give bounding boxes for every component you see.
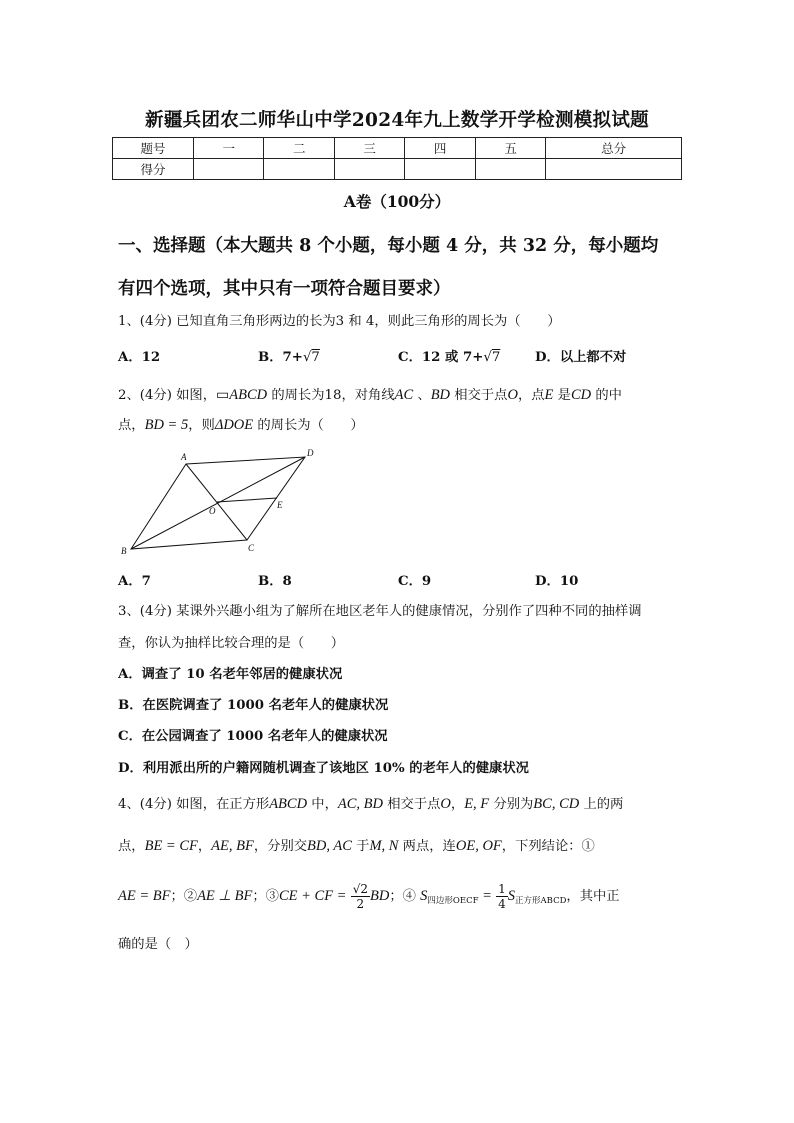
q2-option-a: A．7 [118, 574, 151, 589]
q2-math: BD = 5 [144, 417, 189, 433]
q4-text: 于 [351, 839, 370, 854]
q2-text: 点， [118, 418, 145, 433]
score-table-cell: 题号 [113, 138, 194, 159]
score-table-cell: 三 [334, 138, 404, 159]
q1-stem: 1、(4分) 已知直角三角形两边的长为3 和 4，则此三角形的周长为（ ） [118, 314, 561, 329]
q4-math: BC, CD [533, 796, 580, 812]
q4-math: E, F [464, 796, 490, 812]
q2-text: 的周长为（ ） [253, 418, 364, 433]
q4-text: 中， [307, 797, 338, 812]
q2-text: 、 [413, 388, 431, 403]
q4-math: OE, OF [455, 838, 502, 854]
q3-stem-line2: 查，你认为抽样比较合理的是（ ） [118, 636, 345, 651]
label-o: O [209, 506, 216, 516]
score-table-cell: 总分 [546, 138, 682, 159]
q4-text: 相交于点 [383, 797, 441, 812]
q2-text: 是 [553, 388, 571, 403]
q4-math: AC, BD [337, 796, 383, 812]
q4-stem-line1 [118, 789, 683, 820]
q4-text: 两点，连 [398, 839, 456, 854]
score-table-cell: 二 [264, 138, 334, 159]
q3-option-b: B．在医院调查了 1000 名老年人的健康状况 [118, 698, 389, 713]
label-a: A [181, 452, 187, 462]
score-blank-cell [475, 159, 545, 180]
q2-option-c: C．9 [398, 574, 432, 589]
q3-option-d: D．利用派出所的户籍网随机调查了该地区 10% 的老年人的健康状况 [118, 761, 529, 776]
q4-math: O [440, 796, 451, 812]
q4-math: AE = BF [118, 888, 171, 904]
q4-math: CE + CF = [278, 888, 347, 904]
q4-math: = [478, 888, 492, 904]
q4-text: ， [197, 839, 212, 854]
q4-text: ，其中正 [566, 889, 620, 904]
q4-stem-line2 [118, 831, 683, 862]
q4-text: 4、(4分) 如图，在正方形 [118, 797, 270, 812]
q2-text: 2、(4分) 如图， [118, 388, 217, 403]
section-a-heading: A卷（100分） [343, 192, 451, 211]
q2-option-d: D．10 [535, 574, 579, 589]
score-table-cell: 五 [475, 138, 545, 159]
parallelogram-figure [116, 446, 326, 560]
q4-stem-line4: 确的是（ ） [118, 937, 198, 952]
q2-math: AC [394, 387, 414, 403]
q1-option-d: D．以上都不对 [535, 350, 627, 365]
q4-math: BE = CF [144, 838, 198, 854]
q2-math: CD [570, 387, 592, 403]
q4-text: ，下列结论：① [501, 839, 595, 854]
q2-math: ΔDOE [214, 417, 254, 433]
q1-option-c-radicand: 7 [491, 350, 501, 365]
score-table-score-row [113, 159, 682, 180]
q4-text: ；③ [252, 889, 279, 904]
q1-option-b-radicand: 7 [311, 350, 320, 365]
q4-text: 分别为 [489, 797, 534, 812]
q1-option-c: C．12 或 7+√7 [398, 350, 501, 365]
q4-math: BD [370, 888, 390, 904]
q4-text: 上的两 [579, 797, 624, 812]
score-blank-cell [264, 159, 334, 180]
exam-title: 新疆兵团农二师华山中学2024年九上数学开学检测模拟试题 [145, 110, 649, 131]
q2-math: BD [430, 387, 451, 403]
score-blank-cell [405, 159, 475, 180]
score-table-cell: 一 [194, 138, 264, 159]
score-table-cell: 四 [405, 138, 475, 159]
q2-text: ，点 [517, 388, 545, 403]
q3-stem-line1: 3、(4分) 某课外兴趣小组为了解所在地区老年人的健康情况，分别作了四种不同的抽样调 [118, 604, 642, 619]
label-d: D [307, 448, 314, 458]
q2-stem-line2 [118, 410, 683, 441]
q4-math: S [420, 888, 428, 904]
q1-option-a: A．12 [118, 350, 161, 365]
score-table [112, 137, 682, 180]
fraction-sqrt2-over-2: $\frac{√2}{2}$ [352, 882, 368, 911]
q4-math: ABCD [269, 796, 308, 812]
q2-math: O [507, 387, 518, 403]
q2-text: ，则 [188, 418, 215, 433]
score-table-cell: 得分 [113, 159, 194, 180]
q4-math: S [507, 888, 516, 904]
q1-option-b: B．7+√7 [258, 350, 320, 365]
label-b: B [121, 546, 127, 556]
q4-text: ；② [170, 889, 198, 904]
q2-text: 的周长为18，对角线 [267, 388, 395, 403]
score-blank-cell [194, 159, 264, 180]
q4-text: ， [450, 797, 465, 812]
q4-text: ；④ [389, 889, 416, 904]
section1-heading-line1: 一、选择题（本大题共 8 个小题，每小题 4 分，共 32 分，每小题均 [118, 236, 659, 256]
q2-text: 的中 [591, 388, 622, 403]
score-blank-cell [546, 159, 682, 180]
q1-option-b-text: B．7+ [258, 350, 303, 365]
q2-option-b: B．8 [258, 574, 292, 589]
label-c: C [248, 543, 255, 553]
q3-option-a: A．调查了 10 名老年邻居的健康状况 [118, 667, 343, 682]
q4-stem-line3 [118, 876, 683, 921]
q2-math: E [544, 387, 554, 403]
score-blank-cell [334, 159, 404, 180]
diagonal-ac [186, 464, 247, 540]
q4-subscript: 四边形OECF [427, 896, 479, 906]
q4-text: 点， [118, 839, 145, 854]
section1-heading-line2: 有四个选项，其中只有一项符合题目要求） [118, 279, 451, 299]
q3-option-c: C．在公园调查了 1000 名老年人的健康状况 [118, 729, 388, 744]
q4-math: BD, AC [307, 838, 352, 854]
q4-math: AE, BF [211, 838, 254, 854]
score-table-header-row [113, 138, 682, 159]
fraction-one-quarter: $\frac{1}{4}$ [498, 882, 506, 911]
q4-subscript: 正方形ABCD [515, 896, 567, 906]
q4-math: M, N [369, 838, 399, 854]
q2-math: ABCD [229, 387, 268, 403]
q1-option-c-text: C．12 或 7+ [398, 350, 484, 365]
q2-text: 相交于点 [450, 388, 508, 403]
q2-stem-line1: 2、(4分) 如图，▭ABCD 的周长为18，对角线AC 、BD 相交于点O，点E 是CD 的中 [118, 387, 622, 403]
q4-math: AE ⊥ BF [197, 888, 253, 904]
q4-text: ，分别交 [253, 839, 308, 854]
label-e: E [277, 500, 283, 510]
